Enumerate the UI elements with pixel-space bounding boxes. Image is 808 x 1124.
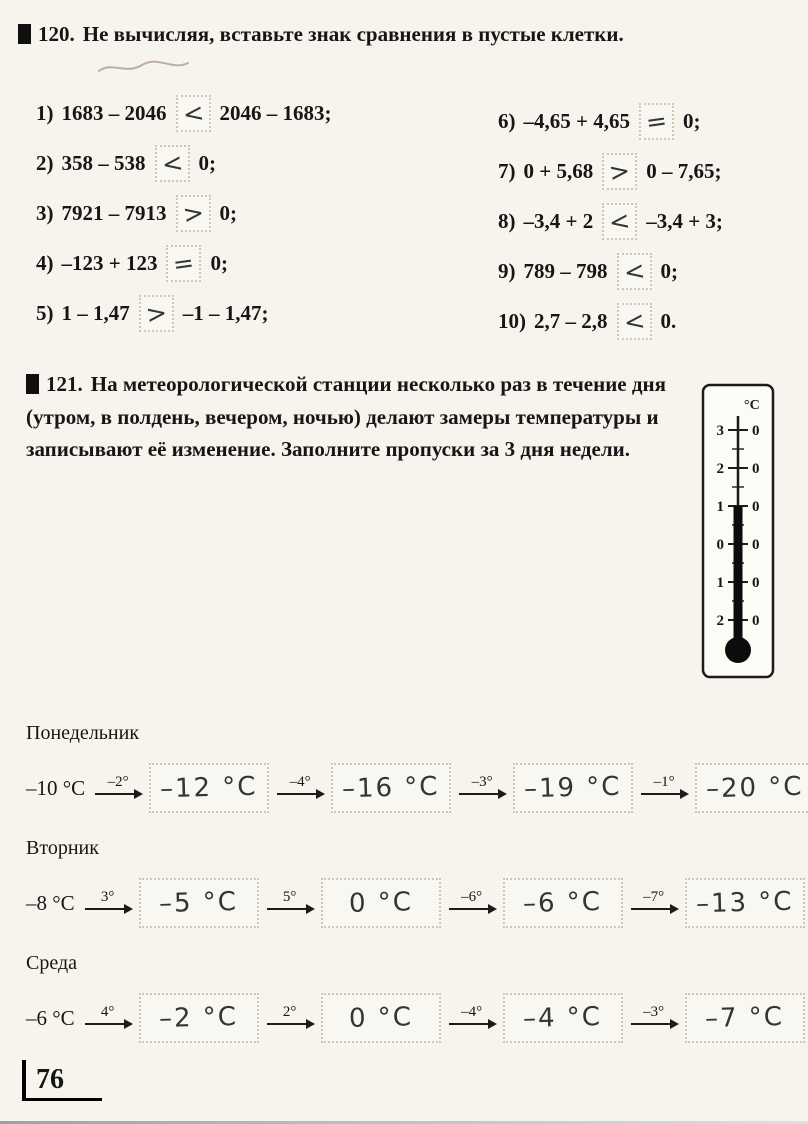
handwritten-temperature: –19 °C <box>524 771 623 805</box>
item-number: 5) <box>36 300 54 325</box>
svg-text:0: 0 <box>752 613 760 629</box>
item-number: 8) <box>498 208 516 233</box>
equation-item <box>36 138 332 188</box>
change-arrow <box>82 890 134 917</box>
handwritten-sign: < <box>621 305 647 337</box>
change-arrow <box>264 890 316 917</box>
expression-right: 0; <box>210 250 228 275</box>
expression-left: –4,65 + 4,65 <box>523 108 630 133</box>
right-arrow-icon <box>631 1023 677 1025</box>
equation-item <box>36 238 332 288</box>
temperature-delta: 5° <box>282 888 297 905</box>
expression-left: 1 – 1,47 <box>61 300 130 325</box>
svg-text:1: 1 <box>716 575 724 591</box>
day-name: Среда <box>26 952 78 974</box>
item-number: 4) <box>36 250 54 275</box>
page-number-value: 76 <box>36 1064 64 1095</box>
start-temperature: –6 °C <box>26 1005 75 1030</box>
expression-left: 2,7 – 2,8 <box>534 308 608 333</box>
expression-right: –3,4 + 3; <box>646 208 723 233</box>
item-number: 7) <box>498 158 516 183</box>
comparison-answer-box[interactable] <box>602 153 637 190</box>
page-number <box>22 1060 102 1101</box>
right-arrow-icon <box>95 793 141 795</box>
expression-right: 2046 – 1683; <box>219 100 332 125</box>
expression-left: 1683 – 2046 <box>61 100 167 125</box>
right-arrow-icon <box>85 908 131 910</box>
svg-text:°C: °C <box>744 398 760 413</box>
exercise-title: Не вычисляя, вставьте знак сравнения в пустые клетки. <box>82 22 624 46</box>
comparison-answer-box[interactable] <box>155 145 190 182</box>
temperature-delta: 4° <box>100 1003 115 1020</box>
expression-right: 0; <box>198 150 216 175</box>
expression-left: 7921 – 7913 <box>61 200 167 225</box>
temperature-answer-box[interactable] <box>685 878 805 928</box>
temperature-answer-box[interactable] <box>503 878 623 928</box>
expression-right: 0; <box>682 108 701 133</box>
expression-right: 0. <box>660 308 677 333</box>
change-arrow <box>264 1005 316 1032</box>
expression-right: 0 – 7,65; <box>646 158 722 183</box>
change-arrow <box>92 775 144 802</box>
day-wednesday <box>26 952 785 1047</box>
start-temperature: –10 °C <box>26 775 86 800</box>
start-temperature: –8 °C <box>26 890 75 915</box>
temperature-delta: –4° <box>289 773 311 790</box>
item-number: 3) <box>36 200 54 225</box>
temperature-answer-box[interactable] <box>513 763 633 813</box>
exercise-text: На метеорологической станции несколько раз в течение дня (утром, в полдень, вечером, ночью) делают замеры температуры и записывают её изменение. Заполните пропуски за 3 дня недели. <box>26 372 666 462</box>
handwritten-sign: < <box>621 255 647 287</box>
change-arrow <box>456 775 508 802</box>
item-number: 10) <box>498 308 526 333</box>
equation-item <box>498 146 723 196</box>
handwritten-temperature: –4 °C <box>522 1001 603 1035</box>
svg-text:0: 0 <box>752 461 760 477</box>
temperature-delta: –6° <box>461 888 483 905</box>
comparison-answer-box[interactable] <box>639 103 674 140</box>
day-tuesday <box>26 837 794 932</box>
right-arrow-icon <box>459 793 505 795</box>
equation-item <box>36 188 332 238</box>
thermometer-icon <box>700 382 776 680</box>
day-name: Понедельник <box>26 722 140 744</box>
svg-text:0: 0 <box>752 575 760 591</box>
handwritten-temperature: –12 °C <box>160 771 259 805</box>
handwritten-sign: > <box>180 197 206 229</box>
handwritten-temperature: 0 °C <box>348 887 414 919</box>
change-arrow <box>628 1005 680 1032</box>
temperature-chain <box>26 989 785 1047</box>
temperature-delta: –3° <box>643 1003 665 1020</box>
right-arrow-icon <box>267 1023 313 1025</box>
right-arrow-icon <box>267 908 313 910</box>
expression-right: 0; <box>219 200 237 225</box>
item-number: 2) <box>36 150 54 175</box>
change-arrow <box>446 890 498 917</box>
item-number: 9) <box>498 258 516 283</box>
expression-left: –123 + 123 <box>61 250 158 275</box>
temperature-answer-box[interactable] <box>695 763 808 813</box>
exercise-number: 120. <box>38 22 75 46</box>
handwritten-sign: < <box>180 97 206 129</box>
comparison-answer-box[interactable] <box>617 253 652 290</box>
temperature-delta: –1° <box>653 773 675 790</box>
expression-left: –3,4 + 2 <box>523 208 594 233</box>
change-arrow <box>638 775 690 802</box>
handwritten-sign: > <box>607 155 633 187</box>
comparison-answer-box[interactable] <box>139 295 174 332</box>
exercise-120-header <box>18 22 624 47</box>
svg-text:1: 1 <box>716 499 724 515</box>
section-marker-icon <box>26 374 39 394</box>
temperature-chain <box>26 759 805 817</box>
temperature-answer-box[interactable] <box>149 763 269 813</box>
temperature-answer-box[interactable] <box>503 993 623 1043</box>
temperature-answer-box[interactable] <box>331 763 451 813</box>
temperature-delta: 2° <box>282 1003 297 1020</box>
equation-item <box>498 246 723 296</box>
exercise-121-header <box>26 368 678 466</box>
handwritten-temperature: –7 °C <box>704 1001 785 1035</box>
temperature-delta: –4° <box>461 1003 483 1020</box>
section-marker-icon <box>18 24 31 44</box>
handwritten-sign: = <box>644 105 669 137</box>
temperature-answer-box[interactable] <box>321 878 441 928</box>
comparison-answer-box[interactable] <box>617 303 652 340</box>
svg-text:2: 2 <box>716 461 724 477</box>
equation-item <box>36 88 332 138</box>
temperature-chain <box>26 874 794 932</box>
svg-text:0: 0 <box>752 537 760 553</box>
thermometer-illustration <box>700 382 776 685</box>
expression-right: –1 – 1,47; <box>182 300 269 325</box>
handwritten-temperature: –5 °C <box>158 886 239 920</box>
change-arrow <box>82 1005 134 1032</box>
handwritten-sign: < <box>607 205 633 237</box>
temperature-answer-box[interactable] <box>139 878 259 928</box>
equations-left-column <box>36 88 332 338</box>
handwritten-sign: < <box>159 147 185 179</box>
right-arrow-icon <box>631 908 677 910</box>
temperature-answer-box[interactable] <box>321 993 441 1043</box>
day-name: Вторник <box>26 837 99 859</box>
right-arrow-icon <box>449 1023 495 1025</box>
right-arrow-icon <box>641 793 687 795</box>
item-number: 6) <box>498 108 516 133</box>
temperature-delta: –7° <box>643 888 665 905</box>
pencil-scribble <box>96 56 192 80</box>
day-monday <box>26 722 805 817</box>
temperature-answer-box[interactable] <box>139 993 259 1043</box>
svg-text:2: 2 <box>716 613 724 629</box>
right-arrow-icon <box>277 793 323 795</box>
equation-item <box>498 96 723 146</box>
expression-left: 358 – 538 <box>61 150 146 175</box>
handwritten-temperature: –6 °C <box>522 886 603 920</box>
equations-right-column <box>498 96 723 346</box>
change-arrow <box>446 1005 498 1032</box>
handwritten-temperature: –13 °C <box>695 886 794 920</box>
svg-text:3: 3 <box>716 423 724 439</box>
change-arrow <box>274 775 326 802</box>
svg-text:0: 0 <box>716 537 724 553</box>
right-arrow-icon <box>85 1023 131 1025</box>
temperature-delta: –3° <box>471 773 493 790</box>
expression-left: 789 – 798 <box>523 258 608 283</box>
right-arrow-icon <box>449 908 495 910</box>
expression-right: 0; <box>660 258 678 283</box>
item-number: 1) <box>36 100 54 125</box>
equation-item <box>36 288 332 338</box>
expression-left: 0 + 5,68 <box>523 158 594 183</box>
change-arrow <box>628 890 680 917</box>
temperature-delta: 3° <box>100 888 115 905</box>
comparison-answer-box[interactable] <box>176 95 211 132</box>
equation-item <box>498 296 723 346</box>
handwritten-temperature: –20 °C <box>706 771 805 805</box>
comparison-answer-box[interactable] <box>166 245 201 282</box>
equation-item <box>498 196 723 246</box>
handwritten-temperature: 0 °C <box>348 1002 414 1034</box>
temperature-days <box>26 722 805 1067</box>
temperature-delta: –2° <box>107 773 129 790</box>
comparison-answer-box[interactable] <box>602 203 637 240</box>
exercise-number: 121. <box>46 372 83 396</box>
handwritten-sign: > <box>143 297 169 329</box>
handwritten-temperature: –16 °C <box>342 771 441 805</box>
handwritten-temperature: –2 °C <box>158 1001 239 1035</box>
svg-text:0: 0 <box>752 499 760 515</box>
temperature-answer-box[interactable] <box>685 993 805 1043</box>
svg-text:0: 0 <box>752 423 760 439</box>
handwritten-sign: = <box>171 247 197 279</box>
comparison-answer-box[interactable] <box>176 195 211 232</box>
